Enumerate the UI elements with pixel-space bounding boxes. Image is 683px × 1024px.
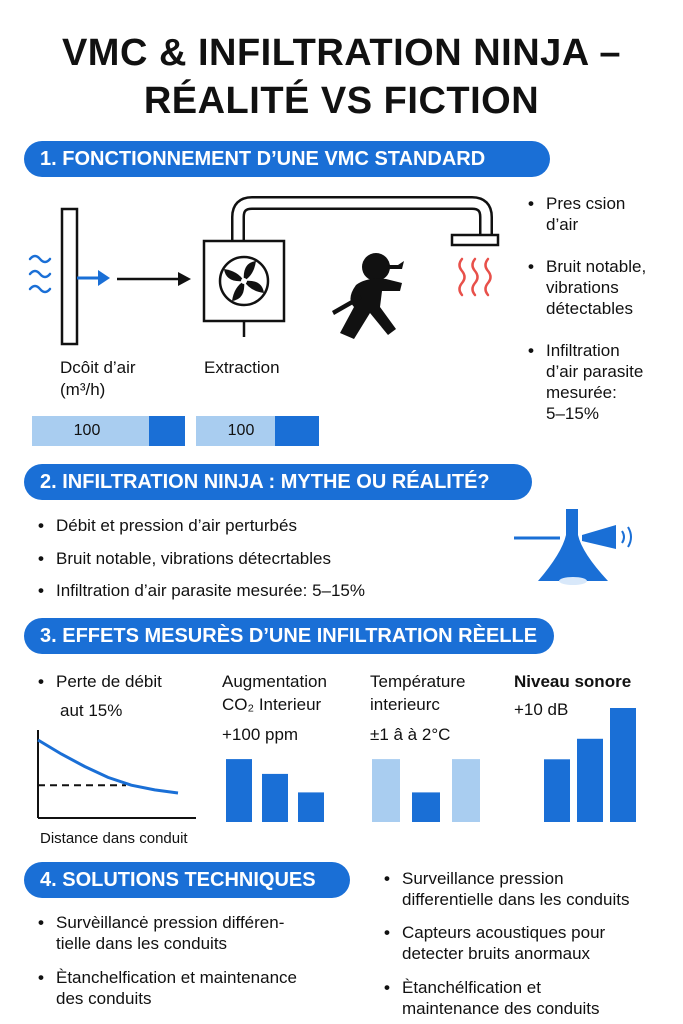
s4-left-bullet-surveillance: • Survèillancė pression différen- tielle dans les conduits: [38, 912, 284, 954]
s2-bullet-infiltration: • Infiltration d’air parasite mesurée: 5–15%: [38, 580, 365, 601]
duct: [238, 203, 486, 243]
debit-unit-label: (m³/h): [60, 380, 106, 399]
sound-bar-chart: [544, 708, 644, 822]
debit-gauge-value: 100: [73, 422, 101, 439]
s3-perte-value: aut 15%: [60, 701, 123, 720]
fan-icon: [204, 241, 284, 337]
s4-left-bullet-etancheification: • Ètanchelfication et maintenance des conduits: [38, 967, 297, 1009]
section-3-heading: 3. EFFETS MESURÈS D’UNE INFILTRATION RÈELLE: [24, 618, 554, 654]
temp-value: ±1 â à 2°C: [370, 725, 451, 744]
s4-right-bullet-etancheification: • Ètanchélfication et maintenance des conduits: [384, 977, 600, 1019]
vmc-diagram: [20, 195, 520, 355]
co2-label-2: CO₂ Interieur: [222, 695, 322, 714]
heat-waves-icon: [460, 259, 491, 295]
ninja-icon: [332, 253, 404, 339]
temp-bar-2: [412, 792, 440, 822]
s3-perte-label: • Perte de débit: [38, 671, 162, 692]
debit-label: Dcôit d’air: [60, 358, 136, 377]
section-2-heading: 2. INFILTRATION NINJA : MYTHE OU RÉALITÉ?: [24, 464, 532, 500]
page-title-line2: RÉALITÉ VS FICTION: [143, 80, 540, 122]
sound-label: Niveau sonore: [514, 672, 632, 691]
debit-gauge: [32, 416, 185, 446]
sound-bar-1: [544, 759, 570, 822]
air-waves-icon: [30, 256, 50, 292]
s2-bullet-bruit: • Bruit notable, vibrations détecrtables: [38, 548, 331, 569]
sound-value: +10 dB: [514, 700, 569, 719]
sound-bar-3: [610, 708, 636, 822]
co2-label: Augmentation: [222, 672, 327, 691]
perte-curve-chart: [30, 728, 198, 824]
s1-bullet-bruit: • Bruit notable, vibrations détectables: [528, 256, 646, 319]
extraction-label: Extraction: [204, 358, 280, 377]
co2-value: +100 ppm: [222, 725, 299, 744]
extraction-gauge-value: 100: [227, 422, 255, 439]
s1-bullet-infiltration: • Infiltration d’air parasite mesurée: 5–15%: [528, 340, 643, 424]
perte-curve: [38, 740, 178, 793]
temp-label-2: interieurc: [370, 695, 440, 714]
flow-arrow: [117, 272, 191, 286]
air-in-arrow: [77, 270, 110, 286]
temp-bar-1: [372, 759, 400, 822]
section-1-heading: 1. FONCTIONNEMENT D’UNE VMC STANDARD: [24, 141, 550, 177]
page-title: VMC & INFILTRATION NINJA –: [61, 32, 622, 74]
s2-bullet-debit: • Débit et pression d’air perturbés: [38, 515, 297, 536]
temp-label: Température: [370, 672, 466, 691]
s4-right-bullet-surveillance: • Surveillance pression differentielle dans les conduits: [384, 868, 629, 910]
wall-panel: [62, 209, 77, 344]
horn-sensor-icon: [512, 505, 642, 587]
co2-bar-1: [226, 759, 252, 822]
sound-bar-2: [577, 739, 603, 822]
s1-bullet-pression: • Pres csion d’air: [528, 193, 625, 235]
s4-right-bullet-capteurs: • Capteurs acoustiques pour detecter bruits anormaux: [384, 922, 605, 964]
extraction-gauge: [196, 416, 319, 446]
outlet-vent: [452, 235, 498, 245]
co2-bar-2: [262, 774, 288, 822]
co2-bar-3: [298, 792, 324, 822]
section-4-heading: 4. SOLUTIONS TECHNIQUES: [24, 862, 350, 898]
temp-bar-3: [452, 759, 480, 822]
curve-xlabel: Distance dans conduit: [40, 830, 188, 847]
temp-bar-chart: [372, 748, 488, 822]
co2-bar-chart: [226, 748, 330, 822]
